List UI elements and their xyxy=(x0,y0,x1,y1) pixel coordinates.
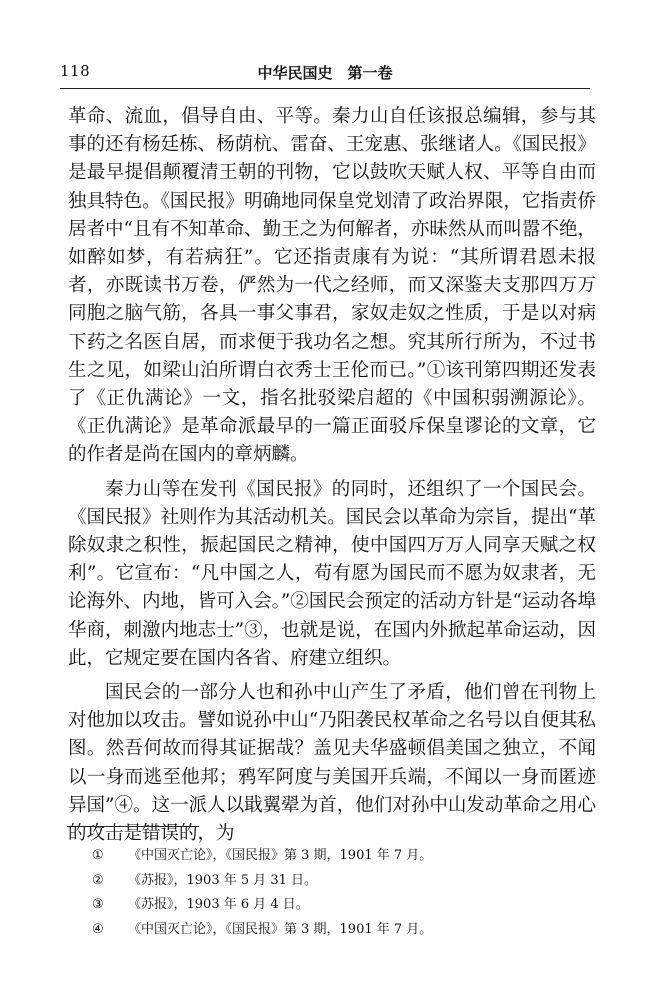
footnote xyxy=(92,844,572,869)
running-title: 中华民国史 第一卷 xyxy=(257,64,393,82)
footnote xyxy=(92,893,572,918)
footnote-mark: ③ xyxy=(92,897,104,912)
page-number: 118 xyxy=(60,62,91,80)
footnote-mark: ① xyxy=(92,848,104,863)
footnote-rule xyxy=(67,826,199,827)
footnote-mark: ④ xyxy=(92,921,104,937)
page-header xyxy=(60,62,590,86)
paragraph: 秦力山等在发刊《国民报》的同时，还组织了一个国民会。《国民报》社则作为其活动机关。国民会以革命为宗旨，提出“革除奴隶之积性，振起国民之精神，使中国四万万人同享天赋之权利”。它宣布：“凡中国之人，苟有愿为国民而不愿为奴隶者，无论海外、内地，皆可入会。”②国民会预定的活动方针是“运动各埠华商，刺激内地志士”③，也就是说，在国内外掀起革命运动，因此，它规定要在国内各省、府建立组织。 xyxy=(68,478,596,669)
footnote-text: 《中国灭亡论》，《国民报》第 3 期，1901 年 7 月。 xyxy=(128,848,433,863)
footnote-text: 《中国灭亡论》，《国民报》第 3 期，1901 年 7 月。 xyxy=(128,921,433,937)
paragraph-continued: 革命、流血，倡导自由、平等。秦力山自任该报总编辑，参与其事的还有杨廷栋、杨荫杭、雷奋、王宠惠、张继诸人。《国民报》是最早提倡颠覆清王朝的刊物，它以鼓吹天赋人权、平等自由而独具特色。《国民报》明确地同保皇党划清了政治界限，它指责侨居者中“且有不知革命、勤王之为何解者，亦昧然从而叫嚣不绝，如醉如梦，有若病狂”。它还指责康有为说：“其所谓君恩未报者，亦既读书万卷，俨然为一代之经师，而又深鉴夫支那四万万同胞之脑气筋，各具一事父事君，家奴走奴之性质，于是以对病下药之名医自居，而求便于我功名之想。究其所行所为，不过书生之见，如梁山泊所谓白衣秀士王伦而已。”①该刊第四期还发表了《正仇满论》一文，指名批驳梁启超的《中国积弱溯源论》。《正仇满论》是革命派最早的一篇正面驳斥保皇谬论的文章，它的作者是尚在国内的章炳麟。 xyxy=(68,106,596,466)
footnote-text: 《苏报》，1903 年 6 月 4 日。 xyxy=(128,897,309,912)
header-rule xyxy=(60,88,590,89)
paragraph: 国民会的一部分人也和孙中山产生了矛盾，他们曾在刊物上对他加以攻击。譬如说孙中山“乃阳袭民权革命之名号以自便其私图。然吾何故而得其证据哉？盖见夫华盛顿倡美国之独立，不闻以一身而逃至他邦；鸦军阿度与美国开兵端，不闻以一身而匿迹异国”④。这一派人以戢翼翚为首，他们对孙中山发动革命之用心的攻击是错误的，为 xyxy=(68,682,596,845)
footnote xyxy=(92,918,572,943)
footnote xyxy=(92,869,572,894)
footnote-text: 《苏报》，1903 年 5 月 31 日。 xyxy=(128,872,318,888)
footnotes xyxy=(92,844,572,942)
body-text xyxy=(68,103,596,848)
footnote-mark: ② xyxy=(92,872,104,888)
